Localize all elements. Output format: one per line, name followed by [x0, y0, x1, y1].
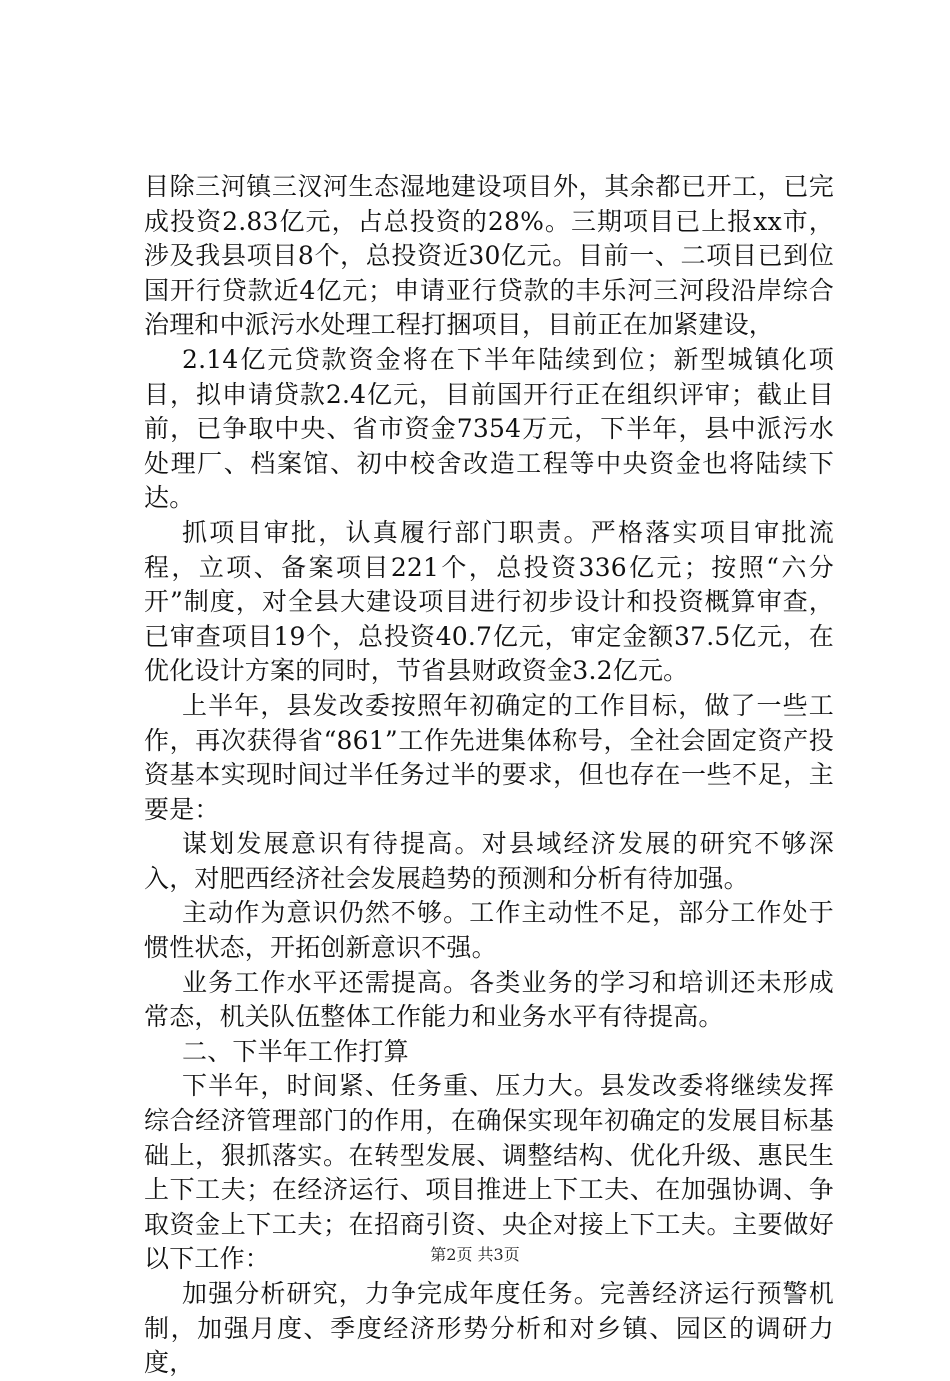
document-body	[144, 170, 834, 1381]
paragraph-6: 主动作为意识仍然不够。工作主动性不足，部分工作处于惯性状态，开拓创新意识不强。	[144, 898, 834, 963]
paragraph-7: 业务工作水平还需提高。各类业务的学习和培训还未形成常态，机关队伍整体工作能力和业务水平有待提高。	[144, 967, 834, 1032]
paragraph-5: 谋划发展意识有待提高。对县域经济发展的研究不够深入，对肥西经济社会发展趋势的预测和分析有待加强。	[144, 829, 834, 893]
section-heading: 二、下半年工作打算	[182, 1036, 409, 1066]
paragraph-4: 上半年，县发改委按照年初确定的工作目标，做了一些工作，再次获得省“861”工作先进集体称号，全社会固定资产投资基本实现时间过半任务过半的要求，但也存在一些不足，主要是：	[144, 690, 834, 824]
page-footer: 第2页 共3页	[430, 1245, 520, 1264]
paragraph-1: 目除三河镇三汊河生态湿地建设项目外，其余都已开工，已完成投资2.83亿元，占总投资的28%。三期项目已上报xx市，涉及我县项目8个，总投资近30亿元。目前一、二项目已到位国开行贷款近4亿元；申请亚行贷款的丰乐河三河段沿岸综合治理和中派污水处理工程打捆项目，目前正在加紧建设，	[144, 172, 834, 340]
paragraph-2: 2.14亿元贷款资金将在下半年陆续到位；新型城镇化项目，拟申请贷款2.4亿元，目前国开行正在组织评审；截止目前，已争取中央、省市资金7354万元，下半年，县中派污水处理厂、档案馆、初中校舍改造工程等中央资金也将陆续下达。	[144, 344, 834, 513]
paragraph-8: 下半年，时间紧、任务重、压力大。县发改委将继续发挥综合经济管理部门的作用，在确保实现年初确定的发展目标基础上，狠抓落实。在转型发展、调整结构、优化升级、惠民生上下工夫；在经济运行、项目推进上下工夫、在加强协调、争取资金上下工夫；在招商引资、央企对接上下工夫。主要做好以下工作：	[144, 1071, 834, 1274]
paragraph-3: 抓项目审批，认真履行部门职责。严格落实项目审批流程，立项、备案项目221个，总投资336亿元；按照“六分开”制度，对全县大建设项目进行初步设计和投资概算审查，已审查项目19个，总投资40.7亿元，审定金额37.5亿元，在优化设计方案的同时，节省县财政资金3.2亿元。	[144, 517, 834, 686]
paragraph-9: 加强分析研究，力争完成年度任务。完善经济运行预警机制，加强月度、季度经济形势分析和对乡镇、园区的调研力度，	[144, 1279, 834, 1378]
